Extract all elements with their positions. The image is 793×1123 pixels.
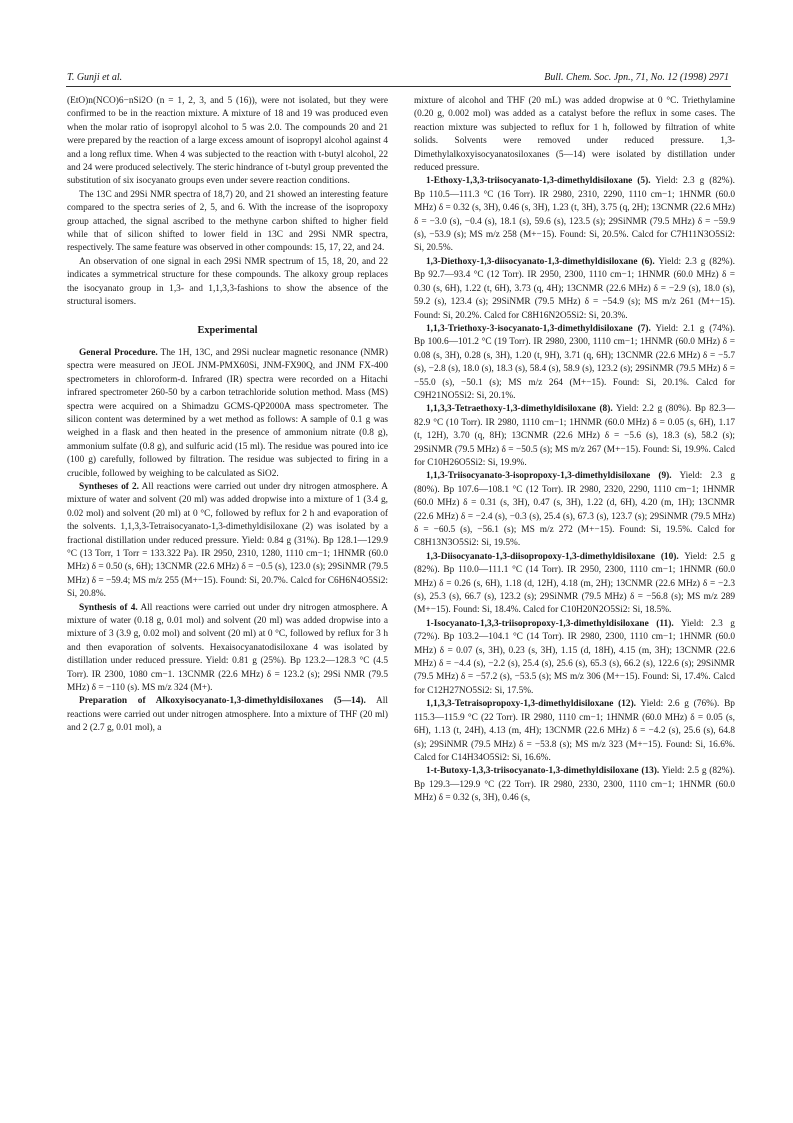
compound-data: Yield: 2.6 g (76%). Bp 115.3—115.9 °C (22 Torr). IR 2980, 1110 cm−1; 1HNMR (60.0 MHz) δ = 0.05 (s, 6H), 1.13 (t, 24H), 4.13 (m, 4H); 13CNMR (22.6 MHz) δ = −4.2 (s), 25.6 (s), 64.8 (s); 29SiNMR (79.5 MHz) δ = −53.8 (s); MS m/z 323 (M+−15). Found: Si, 16.6%. Calcd for C14H34O5Si2: Si, 16.6%. [414, 699, 735, 763]
paragraph: An observation of one signal in each 29Si NMR spectrum of 15, 18, 20, and 22 indicates a symmetrical structure for these compounds. The alkoxy group replaces the isocyanato group in 1,3- and 1,1,3,3-fashions to show the absence of the structural isomers. [67, 256, 388, 308]
compound-name: 1,1,3-Triisocyanato-3-isopropoxy-1,3-dimethyldisiloxane (9). [426, 471, 672, 482]
paragraph-synthesis-4 [67, 602, 388, 696]
compound-data: Yield: 2.2 g (80%). Bp 82.3—82.9 °C (10 Torr). IR 2980, 1110 cm−1; 1HNMR (60.0 MHz) δ = 0.05 (s, 6H), 1.17 (t, 12H), 3.70 (q, 8H); 13CNMR (22.6 MHz) δ = −5.6 (s), 18.3 (s), 58.2 (s); 29SiNMR (79.5 MHz) δ = −50.5 (s); MS m/z 267 (M+−15). Found: Si, 19.9%. Calcd for C10H26O5Si2: Si, 19.9%. [414, 404, 736, 468]
compound-entry-6 [414, 256, 735, 323]
compound-data: Yield: 2.3 g (82%). Bp 92.7—93.4 °C (12 Torr). IR 2950, 2300, 1110 cm−1; 1HNMR (60.0 MHz) δ = 0.30 (s, 6H), 1.22 (t, 6H), 3.73 (q, 4H); 13CNMR (22.6 MHz) δ = −2.9 (s), 18.0 (s), 59.2 (s), 123.4 (s); 29SiNMR (79.5 MHz) δ = −54.9 (s); MS m/z 261 (M+−15). Found: Si, 20.2%. Calcd for C8H16N2O5Si2: Si, 20.3%. [414, 256, 735, 321]
compound-data: Yield: 2.5 g (82%). Bp 110.0—111.1 °C (14 Torr). IR 2950, 2300, 1110 cm−1; 1HNMR (60.0 MHz) δ = 0.26 (s, 6H), 1.18 (d, 12H), 4.18 (m, 2H); 13CNMR (22.6 MHz) δ = −2.3 (s), 25.3 (s), 66.7 (s), 123.2 (s); 29SiNMR (79.5 MHz) δ = −56.8 (s); MS m/z 289 (M+−15). Found: Si, 18.4%. Calcd for C10H20N2O5Si2: Si, 18.5%. [414, 551, 735, 616]
compound-entry-8 [414, 403, 735, 470]
section-title-experimental: Experimental [197, 324, 258, 336]
run-in-heading: General Procedure. [79, 347, 158, 358]
compound-data: Yield: 2.1 g (74%). Bp 100.6—101.2 °C (19 Torr). IR 2980, 2300, 1110 cm−1; 1HNMR (60.0 MHz) δ = 0.08 (s, 3H), 0.28 (s, 3H), 1.20 (t, 9H), 3.71 (q, 6H); 13CNMR (22.6 MHz) δ = −5.7 (s), −2.8 (s), 18.0 (s), 18.3 (s), 58.4 (s), 58.9 (s), 123.2 (s); 29SiNMR (79.5 MHz) δ = −55.0 (s), −50.1 (s); MS m/z 264 (M+−15). Found: Si, 20.1%. Calcd for C9H21NO5Si2: Si, 20.1%. [414, 323, 735, 401]
compound-entry-12 [414, 698, 735, 765]
compound-data: Yield: 2.3 g (80%). Bp 107.6—108.1 °C (12 Torr). IR 2980, 2320, 2290, 1110 cm−1; 1HNMR (60.0 MHz) δ = 0.31 (s, 3H), 0.47 (s, 3H), 1.22 (d, 6H), 4.20 (m, 1H); 13CNMR (22.6 MHz) δ = −2.4 (s), −0.3 (s), 25.4 (s), 67.3 (s), 123.7 (s); 29SiNMR (79.5 MHz) δ = −60.5 (s), −56.1 (s); MS m/z 272 (M+−15). Found: Si, 19.5%. Calcd for C8H13N3O5Si2: Si, 19.5%. [414, 471, 735, 549]
compound-data: Yield: 2.5 g (82%). Bp 129.3—129.9 °C (22 Torr). IR 2980, 2330, 2300, 1110 cm−1; 1HNMR (60.0 MHz) δ = 0.32 (s, 3H), 0.46 (s, [414, 766, 735, 804]
paragraph-synthesis-2 [67, 481, 388, 602]
compound-data: Yield: 2.3 g (82%). Bp 110.5—111.3 °C (16 Torr). IR 2980, 2310, 2290, 1110 cm−1; 1HNMR (60.0 MHz) δ = 0.32 (s, 3H), 0.46 (s, 3H), 1.23 (t, 3H), 3.75 (q, 2H); 13CNMR (22.6 MHz) δ = −3.0 (s), −0.4 (s), 18.1 (s), 59.6 (s), 123.5 (s); 29SiNMR (79.5 MHz) δ = −59.9 (s), −53.9 (s); MS m/z 258 (M+−15). Found: Si, 20.5%. Calcd for C7H11N3O5Si2: Si, 20.5%. [414, 176, 735, 254]
compound-name: 1,1,3-Triethoxy-3-isocyanato-1,3-dimethyldisiloxane (7). [426, 323, 651, 334]
compound-name: 1-Ethoxy-1,3,3-triisocyanato-1,3-dimethyldisiloxane (5). [426, 176, 651, 187]
run-in-heading: Synthesis of 4. [79, 602, 138, 613]
run-in-heading: Preparation of Alkoxyisocyanato-1,3-dimethyldisiloxanes (5—14). [79, 696, 366, 707]
compound-name: 1-Isocyanato-1,3,3-triisopropoxy-1,3-dimethyldisiloxane (11). [426, 618, 674, 629]
paragraph: (EtO)n(NCO)6−nSi2O (n = 1, 2, 3, and 5 (16)), were not isolated, but they were confirmed to be in the reaction mixture. A mixture of 18 and 19 was produced even when the molar ratio of isopropyl alcohol to 5 was 2.0. The compounds 20 and 21 were prepared by the reaction of a large excess amount of isopropyl alcohol against 4 and a long reflux time. When 4 was subjected to the reaction with t-butyl alcohol, 22 and 24 were produced selectively. The steric hindrance of t-butyl group prevented the substitution of six isocyanato groups even under severe reaction conditions. [67, 96, 388, 187]
compound-name: 1,3-Diisocyanato-1,3-diisopropoxy-1,3-dimethyldisiloxane (10). [426, 551, 679, 562]
paragraph: mixture of alcohol and THF (20 mL) was added dropwise at 0 °C. Triethylamine (0.20 g, 0.002 mol) was added as a catalyst before the reflux in some cases. The reaction mixture was subjected to reflux for 1 h, followed by filtration of white solids. Solvents were removed under reduced pressure. 1,3-Dimethylalkoxyisocyanatosiloxanes (5—14) were isolated by distillation under reduced pressure. [414, 96, 735, 174]
paragraph-text: All reactions were carried out under nitrogen atmosphere. Into a mixture of THF (20 ml) and 2 (2.7 g, 0.01 mol), a [67, 696, 388, 734]
compound-name: 1-t-Butoxy-1,3,3-triisocyanato-1,3-dimethyldisiloxane (13). [426, 766, 660, 777]
compound-entry-13 [414, 765, 735, 805]
paragraph: The 13C and 29Si NMR spectra of 18,7) 20, and 21 showed an interesting feature compared to the spectra series of 2, 5, and 6. With the increase of the isopropoxy group attached, the signal ascribed to the methyne carbon shifted to higher field while that of silicon shifted to lower field in 13C and 29Si NMR spectra, respectively. The same feature was observed in other compounds: 15, 17, 22, and 24. [67, 189, 388, 254]
paragraph-text: All reactions were carried out under dry nitrogen atmosphere. A mixture of water (0.18 g, 0.01 mol) and solvent (20 ml) was added dropwise into a mixture of 3 (3.9 g, 0.02 mol) and solvent (20 ml) at 0 °C, followed by reflux for 3 h and then evaporation of solvents. Hexaisocyanatodisiloxane 4 was isolated by distillation under reduced pressure. Yield: 0.81 g (25%). Bp 123.2—128.3 °C (4.5 Torr). IR 2300, 1080 cm−1. 13CNMR (22.6 MHz) δ = 123.2 (s); 29Si NMR (79.5 MHz) δ = −110 (s). MS m/z 324 (M+). [67, 602, 388, 694]
paragraph-general-procedure [67, 347, 388, 481]
left-column [67, 95, 388, 736]
paragraph-text: All reactions were carried out under dry nitrogen atmosphere. A mixture of water and solvent (20 ml) was added dropwise into a mixture of 1 (3.4 g, 0.02 mol) and solvent (20 ml) at 0 °C, followed by reflux for 2 h and evaporation of the solvents. 1,1,3,3-Tetraisocyanato-1,3-dimethyldisiloxane (2) was isolated by a fractional distillation under reduced pressure. Yield: 0.84 g (31%). Bp 128.1—129.9 °C (13 Torr, 1 Torr = 133.322 Pa). IR 2950, 2310, 1280, 1110 cm−1; 1HNMR (60.0 MHz) δ = 0.50 (s, 6H); 13CNMR (22.6 MHz) δ = −0.5 (s), 123.0 (s); 29SiNMR (79.5 MHz) δ = −59.4; MS m/z 255 (M+−15). Found: Si, 20.7%. Calcd for C6H6N4O5Si2: Si, 20.8%. [67, 481, 388, 600]
compound-entry-7 [414, 323, 735, 403]
compound-name: 1,1,3,3-Tetraisopropoxy-1,3-dimethyldisiloxane (12). [426, 699, 637, 710]
compound-entry-9 [414, 470, 735, 550]
running-header-journal: Bull. Chem. Soc. Jpn., 71, No. 12 (1998) 2971 [544, 72, 729, 83]
compound-name: 1,1,3,3-Tetraethoxy-1,3-dimethyldisiloxane (8). [426, 404, 613, 415]
compound-entry-5 [414, 175, 735, 255]
compound-entry-10 [414, 551, 735, 618]
run-in-heading: Syntheses of 2. [79, 481, 139, 492]
compound-name: 1,3-Diethoxy-1,3-diisocyanato-1,3-dimethyldisiloxane (6). [426, 256, 655, 267]
paragraph-text: The 1H, 13C, and 29Si nuclear magnetic resonance (NMR) spectra were measured on JEOL JNM-PMX60Si, JNM-FX90Q, and JNM FX-400 spectrometers in chloroform-d. Infrared (IR) spectra were recorded on a Hitachi infrared spectrometer 260-50 by a carbon tetrachloride solution method. Mass (MS) spectra were acquired on a Shimadzu GCMS-QP2000A mass spectrometer. The silicon content was determined by a wet method as follows: A sample of 0.1 g was weighed in a flask and then heated in the presence of ammonium nitrate (0.8 g), ammonium sulfate (0.8 g), and sulfuric acid (15 ml). The residue was poured into ice (100 g) carefully, followed by filtration. The residue was subjected to firing in a crucible, followed by weighing to be calculated as SiO2. [67, 347, 388, 479]
compound-entry-11 [414, 618, 735, 698]
header-rule [66, 86, 731, 87]
running-header-authors: T. Gunji et al. [67, 72, 123, 83]
right-column [414, 95, 735, 806]
compound-data: Yield: 2.3 g (72%). Bp 103.2—104.1 °C (14 Torr). IR 2980, 2300, 1110 cm−1; 1HNMR (60.0 MHz) δ = 0.07 (s, 3H), 0.23 (s, 3H), 1.15 (d, 18H), 4.15 (m, 3H); 13CNMR (22.6 MHz) δ = −4.4 (s), −2.2 (s), 25.4 (s), 25.6 (s), 65.3 (s), 66.2 (s), 122.6 (s); 29SiNMR (79.5 MHz) δ = −57.2 (s), −53.5 (s); MS m/z 306 (M+−15). Found: Si, 17.4%. Calcd for C12H27NO5Si2: Si, 17.5%. [414, 618, 735, 696]
paragraph-preparation [67, 695, 388, 735]
